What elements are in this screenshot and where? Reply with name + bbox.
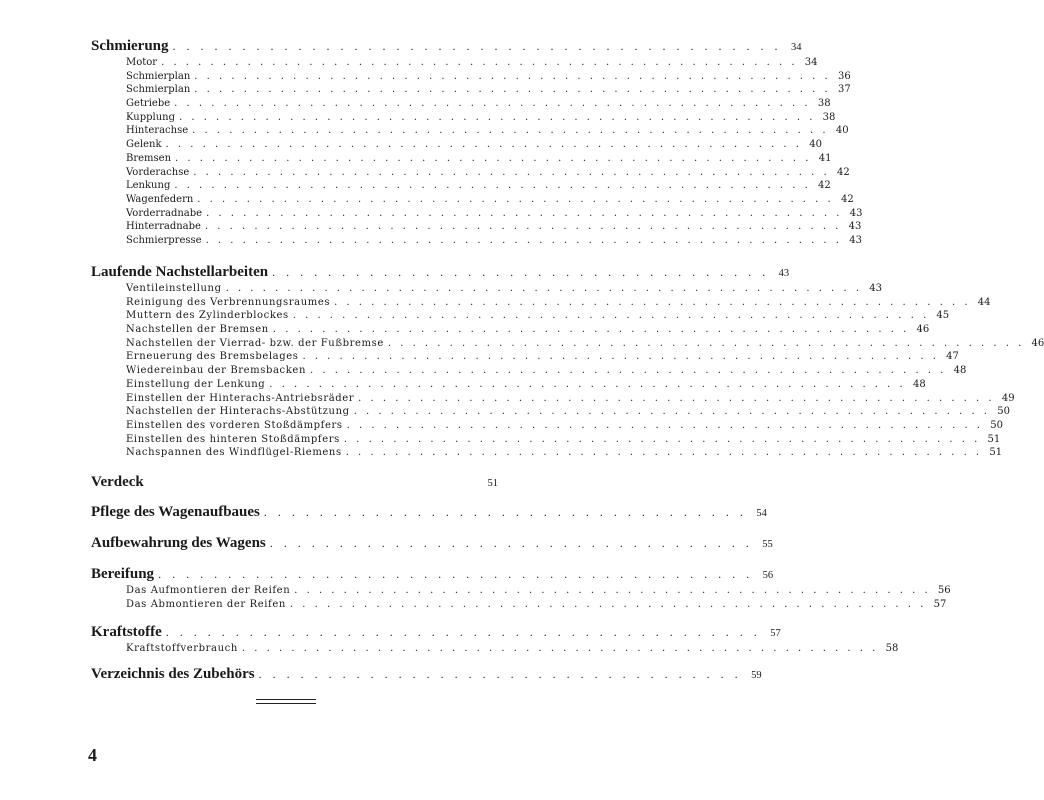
- entry-title: Bremsen: [126, 152, 172, 164]
- leader-dots: . . . . . . . . . . . . . . . . . . . . . . . . . . . . . . . . . . . . . . . . . . . . . . . . . . . .: [193, 166, 830, 178]
- entry-title: Schmierplan: [126, 70, 191, 82]
- toc-entry: [91, 419, 1004, 433]
- entry-page: 40: [835, 125, 849, 137]
- entry-page: 58: [885, 643, 899, 654]
- toc-entry: [91, 446, 1003, 460]
- entry-title: Schmierplan: [126, 84, 191, 96]
- leader-dots: . . . . . . . . . . . . . . . . . . . . . . . . . . . . . . . . . . . . . . . . . . . . . . . . . . . .: [178, 111, 816, 123]
- heading-title: Bereifung: [91, 566, 155, 582]
- entry-page: 42: [836, 166, 850, 178]
- entry-title: Motor: [126, 57, 158, 68]
- toc-section-bereifung: [91, 565, 951, 611]
- entry-title: Hinterradnabe: [126, 221, 201, 233]
- toc-section-verdeck: [91, 473, 498, 492]
- leader-dots: . . . . . . . . . . . . . . . . . . . . . . . . . . . . . . . . . . . . . . . . . . . . . . . . . . . .: [194, 84, 831, 96]
- toc-entry: [91, 220, 862, 234]
- leader-dots: . . . . . . . . . . . . . . . . . . . . . . . . . . . . . . . . . . . . . . . . . . . . . . . . . . . .: [175, 152, 812, 164]
- entry-page: 51: [987, 433, 1001, 445]
- leader-dots: . . . . . . . . . . . . . . . . . . . . . . . . . . . . . . . . . . . . . . . . . . . . . . . . . . . .: [161, 57, 798, 68]
- leader-dots: . . . . . . . . . . . . . . . . . . . . . . . . . . . . . . . . . . . . . . . . . . . . . . . . . . . .: [294, 585, 931, 596]
- toc-entry: [91, 598, 947, 612]
- heading-page: 57: [770, 628, 781, 639]
- toc-entry: [91, 111, 836, 125]
- page-number: 4: [88, 745, 97, 765]
- leader-dots: . . . . . . . . . . . . . . . . . . . . . . . . . . . . . . . . . . . . . . . . . . . . . . . . . . . .: [194, 70, 831, 82]
- entry-page: 47: [946, 351, 959, 363]
- toc-entry: [91, 193, 854, 207]
- leader-dots: . . . . . . . . . . . . . . . . . . . . . . . . . . . . . . . . . . . . . . . . . . . . . . . . . . . .: [387, 337, 1025, 349]
- entry-page: 42: [840, 193, 854, 205]
- leader-dots: . . . . . . . . . . . . . . . . . . . . . . . . . . . . . . . . . . . . . . . . . . . . . . . . . . . .: [353, 406, 991, 418]
- entry-title: Einstellen des vorderen Stoßdämpfers: [126, 419, 343, 431]
- toc-section-nachstellarbeiten: [91, 263, 1044, 460]
- toc-entry: [91, 124, 849, 138]
- heading-page: 43: [778, 268, 790, 279]
- heading-page: 55: [762, 539, 773, 550]
- entry-page: 38: [817, 98, 831, 110]
- toc-section-kraftstoffe: [91, 623, 899, 656]
- heading-page: 56: [762, 570, 774, 581]
- leader-dots: . . . . . . . . . . . . . . . . . . . . . . . . . . . . . . . . . . . . . . . . . . . .: [172, 39, 782, 53]
- entry-title: Getriebe: [126, 98, 171, 110]
- entry-page: 36: [837, 70, 851, 82]
- entry-title: Gelenk: [126, 139, 162, 151]
- entry-title: Erneuerung des Bremsbelages: [126, 351, 299, 363]
- leader-dots: . . . . . . . . . . . . . . . . . . . . . . . . . . . . . . . . . . . . . . . . . . . . . . . . . . . .: [197, 193, 834, 205]
- toc-entry: [91, 296, 991, 310]
- toc-heading: [91, 623, 781, 642]
- heading-title: Laufende Nachstellarbeiten: [91, 264, 269, 280]
- leader-dots: . . . . . . . . . . . . . . . . . . . . . . . . . . . . . . . . . . . . . . . . . . .: [158, 567, 754, 581]
- heading-title: Schmierung: [91, 38, 169, 54]
- double-rule-divider: [256, 699, 316, 704]
- toc-entry: [91, 405, 1011, 419]
- leader-dots: . . . . . . . . . . . . . . . . . . . . . . . . . . . . . . . . . . . . . . . . . . . . . . . . . . . .: [309, 365, 947, 377]
- entry-page: 48: [953, 365, 967, 377]
- heading-title: Aufbewahrung des Wagens: [91, 535, 266, 551]
- entry-title: Nachspannen des Windflügel-Riemens: [126, 447, 342, 459]
- entry-title: Kupplung: [126, 111, 175, 123]
- toc-heading: [91, 263, 790, 282]
- heading-title: Kraftstoffe: [91, 624, 162, 640]
- entry-title: Ventileinstellung: [126, 283, 222, 294]
- toc-section-schmierung: [91, 37, 863, 248]
- entry-page: 57: [933, 598, 947, 610]
- entry-page: 51: [989, 447, 1003, 459]
- heading-page: 54: [756, 508, 767, 519]
- toc-section-pflege: [91, 503, 767, 522]
- leader-dots: . . . . . . . . . . . . . . . . . . . . . . . . . . . . . . . . . . . . . . . . . . . . . . . . . . . .: [345, 447, 983, 459]
- toc-entry: [91, 166, 850, 180]
- leader-dots: . . . . . . . . . . . . . . . . . . . . . . . . . . . . . . . . . . . . . . . . . . . . . . . . . . . .: [343, 433, 981, 445]
- toc-entry: [91, 392, 1015, 406]
- toc-entry: [91, 378, 926, 392]
- toc-entry: [91, 97, 831, 111]
- entry-page: 37: [837, 84, 851, 96]
- toc-entry: [91, 282, 883, 296]
- leader-dots: . . . . . . . . . . . . . . . . . . . . . . . . . . . . . . . . . . . . . . . . . . . . . . . . . . . .: [174, 98, 811, 110]
- leader-dots: . . . . . . . . . . . . . . . . . . . . . . . . . . . . . . . . . . . . . . . . . . . . . . . . . . . .: [292, 310, 930, 322]
- entry-title: Reinigung des Verbrennungsraumes: [126, 296, 331, 308]
- toc-entry: [91, 179, 831, 193]
- entry-title: Einstellen des hinteren Stoßdämpfers: [126, 433, 340, 445]
- leader-dots: . . . . . . . . . . . . . . . . . . . . . . . . . . . . . . . . . . . . . . . . . . . . . . . . . . . .: [289, 598, 927, 610]
- leader-dots: . . . . . . . . . . . . . . . . . . . . . . . . . . . . . . . . . . .: [263, 505, 747, 519]
- toc-entry: [91, 70, 851, 84]
- entry-title: Nachstellen der Hinterachs-Abstützung: [126, 406, 350, 418]
- entry-page: 43: [849, 234, 862, 246]
- leader-dots: . . . . . . . . . . . . . . . . . . . . . . . . . . . . . . . . . . . . . . . . . . . . . . . . . . . .: [174, 180, 811, 192]
- leader-dots: . . . . . . . . . . . . . . . . . . . . . . . . . . . . . . . . . . . . . . . . . . . . . . . . . . . .: [165, 139, 802, 151]
- entry-title: Hinterachse: [126, 125, 189, 137]
- heading-page: 51: [487, 478, 498, 489]
- leader-dots: . . . . . . . . . . . . . . . . . . . . . . . . . . . . . . . . . . . . . . . . . . . . . . . . . . . .: [334, 296, 971, 308]
- entry-page: 56: [937, 585, 951, 596]
- toc-entry: [91, 138, 822, 152]
- entry-page: 45: [936, 310, 950, 322]
- entry-title: Vorderachse: [126, 166, 190, 178]
- leader-dots: . . . . . . . . . . . . . . . . . . . . . . . . . . . . . . . . . . . . . . . . . . . . . . . . . . . .: [205, 234, 842, 246]
- toc-heading: [91, 565, 774, 584]
- heading-page: 34: [791, 42, 802, 53]
- heading-title: Verzeichnis des Zubehörs: [91, 666, 255, 682]
- entry-title: Lenkung: [126, 180, 171, 192]
- toc-entry: [91, 56, 818, 70]
- entry-page: 40: [809, 139, 822, 151]
- entry-page: 38: [822, 111, 836, 123]
- entry-title: Vorderradnabe: [126, 207, 203, 219]
- toc-heading: [91, 37, 802, 56]
- toc-entry: [91, 207, 863, 221]
- entry-title: Das Abmontieren der Reifen: [126, 598, 286, 610]
- leader-dots: . . . . . . . . . . . . . . . . . . . . . . . . . . . . . . . . . . .: [269, 536, 753, 550]
- entry-page: 43: [869, 283, 883, 294]
- leader-dots: . . . . . . . . . . . . . . . . . . . . . . . . . . . . . . . . . . . . . . . . . . . . . . . . . . . .: [225, 283, 863, 294]
- entry-title: Wagenfedern: [126, 193, 194, 205]
- entry-page: 49: [1001, 392, 1015, 404]
- entry-page: 50: [990, 419, 1004, 431]
- toc-heading: [91, 473, 498, 492]
- toc-entry: [91, 83, 851, 97]
- toc-entry: [91, 350, 959, 364]
- leader-dots: . . . . . . . . . . . . . . . . . . . . . . . . . . . . . . . . . . . . . . . . . . . . . . . . . . . .: [241, 643, 879, 654]
- entry-page: 50: [997, 406, 1011, 418]
- leader-dots: . . . . . . . . . . . . . . . . . . . . . . . . . . . . . . . . . . . . . . . . . . . . . . . . . . . .: [302, 351, 939, 363]
- toc-entry: [91, 152, 832, 166]
- toc-heading: [91, 534, 773, 553]
- leader-dots: . . . . . . . . . . . . . . . . . . . . . . . . . . . . . . . . . . . . . . . . . . . . . . . . . . . .: [358, 392, 995, 404]
- leader-dots: . . . . . . . . . . . . . . . . . . . . . . . . . . . . . . . . . . . . . . . . . . . . . . . . . . . .: [206, 207, 843, 219]
- entry-title: Kraftstoffverbrauch: [126, 643, 238, 654]
- entry-page: 46: [916, 324, 930, 336]
- heading-page: 59: [751, 670, 762, 681]
- entry-page: 43: [848, 221, 862, 233]
- entry-page: 44: [977, 296, 991, 308]
- leader-dots: . . . . . . . . . . . . . . . . . . . . . . . . . . . . . . . . . . . . . . . . . . . . . . . . . . . .: [192, 125, 829, 137]
- entry-title: Nachstellen der Vierrad- bzw. der Fußbremse: [126, 337, 384, 349]
- entry-title: Einstellung der Lenkung: [126, 378, 266, 390]
- entry-page: 46: [1031, 337, 1044, 349]
- toc-entry: [91, 433, 1001, 447]
- leader-dots: . . . . . . . . . . . . . . . . . . . . . . . . . . . . . . . . . . .: [258, 667, 742, 681]
- entry-page: 41: [818, 152, 832, 164]
- leader-dots: . . . . . . . . . . . . . . . . . . . . . . . . . . . . . . . . . . . . . . . . . . . . . . . . . . . .: [269, 378, 906, 390]
- heading-title: Pflege des Wagenaufbaues: [91, 504, 260, 520]
- entry-page: 42: [818, 180, 831, 192]
- toc-heading: [91, 665, 762, 684]
- entry-page: 34: [804, 57, 818, 68]
- toc-section-zubehoer: [91, 665, 762, 684]
- leader-dots: . . . . . . . . . . . . . . . . . . . . . . . . . . . . . . . . . . . . . . . . . . .: [165, 625, 761, 639]
- toc-entry: [91, 642, 899, 656]
- toc-entry: [91, 323, 930, 337]
- entry-title: Das Aufmontieren der Reifen: [126, 585, 291, 596]
- leader-dots: . . . . . . . . . . . . . . . . . . . . . . . . . . . . . . . . . . . . . . . . . . . . . . . . . . . .: [204, 221, 842, 233]
- toc-entry: [91, 337, 1044, 351]
- toc-entry: [91, 364, 967, 378]
- toc-entry: [91, 234, 862, 248]
- toc-heading: [91, 503, 767, 522]
- heading-title: Verdeck: [91, 474, 144, 490]
- entry-title: Wiedereinbau der Bremsbacken: [126, 365, 306, 377]
- entry-page: 43: [849, 207, 863, 219]
- leader-dots: . . . . . . . . . . . . . . . . . . . . . . . . . . . . . . . . . . . .: [272, 265, 770, 279]
- entry-page: 48: [912, 378, 926, 390]
- toc-entry: [91, 584, 951, 598]
- entry-title: Einstellen der Hinterachs-Antriebsräder: [126, 392, 355, 404]
- leader-dots: . . . . . . . . . . . . . . . . . . . . . . . . . . . . . . . . . . . . . . . . . . . . . . . . . . . .: [272, 324, 910, 336]
- toc-section-aufbewahrung: [91, 534, 773, 553]
- entry-title: Nachstellen der Bremsen: [126, 324, 269, 336]
- entry-title: Muttern des Zylinderblockes: [126, 310, 289, 322]
- entry-title: Schmierpresse: [126, 234, 202, 246]
- leader-dots: . . . . . . . . . . . . . . . . . . . . . . . . . . . . . . . . . . . . . . . . . . . . . . . . . . . .: [346, 419, 984, 431]
- toc-entry: [91, 309, 950, 323]
